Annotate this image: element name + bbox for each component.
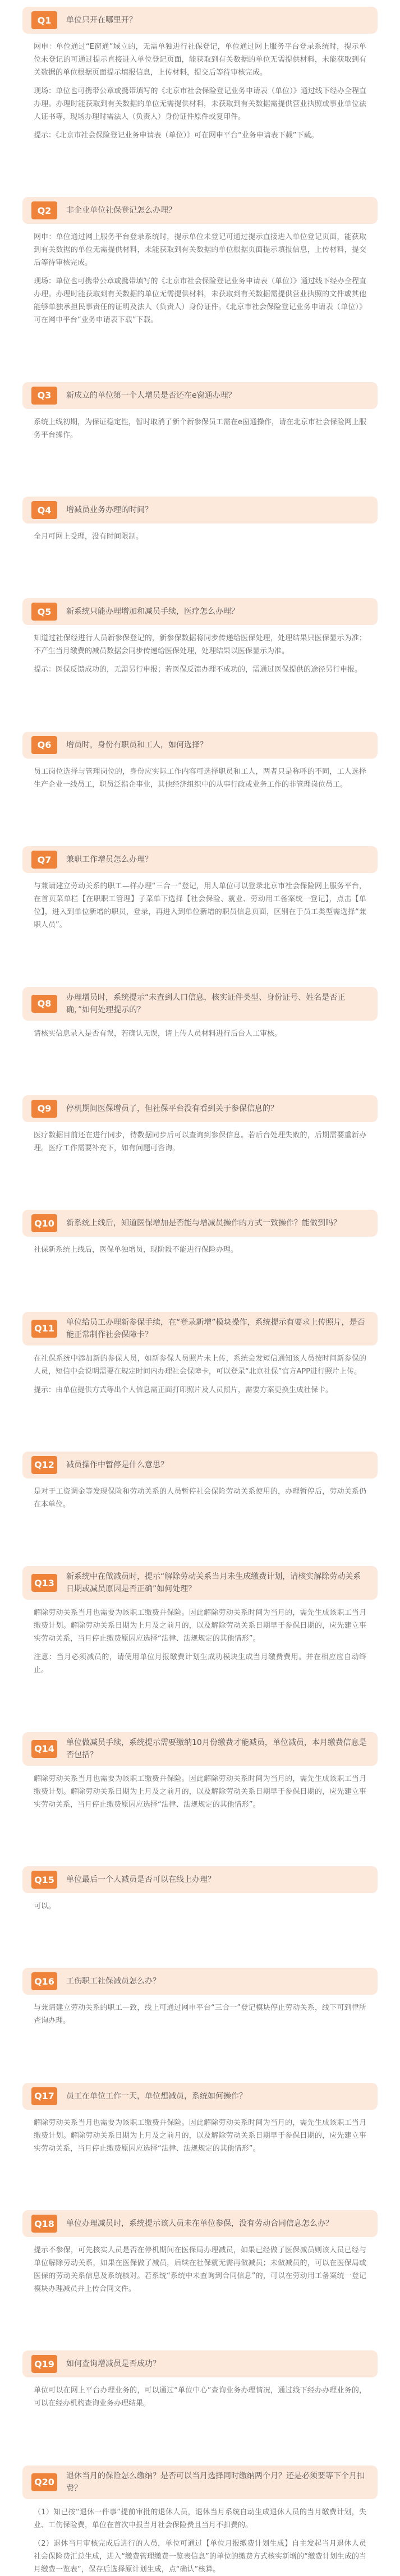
question-bar bbox=[22, 2465, 378, 2499]
answer-paragraph: 提示：由单位提供方式等出个人信息需正面打印照片及人员照片，需要方案更换生成社保卡。 bbox=[34, 1385, 333, 1394]
answer-paragraph: 与兼请建立劳动关系的职工—致，线上可通过网申平台“三合一”登记模块停止劳动关系，线下可到律所查询办理。 bbox=[34, 2004, 366, 2026]
question-bar bbox=[22, 2210, 378, 2237]
answer bbox=[22, 1893, 378, 1913]
answer bbox=[22, 2237, 378, 2295]
question-number-badge: Q20 bbox=[31, 2473, 57, 2491]
answer-paragraph: 提示：《北京市社会保险登记业务申请表（单位）》可在网申平台“业务申请表下载”下载。 bbox=[34, 131, 319, 140]
faq-item bbox=[22, 2350, 378, 2410]
answer bbox=[22, 1237, 378, 1256]
answer-paragraph: 系统上线初期，为保证稳定性，暂时取消了新个新参保员工需在e窗通操作，请在北京市社会保险网上服务平台操作。 bbox=[34, 417, 366, 439]
question-text: 新成立的单位第一个人增员是否还在e窗通办理？ bbox=[66, 391, 236, 400]
question-number-badge: Q13 bbox=[31, 1574, 57, 1592]
answer-paragraph: 网申：单位通过网上服务平台登录系统时，提示单位未登记可通过提示直接进入单位登记页面，能获取到有关数据的单位无需提供材料，未能获取到有关数据的单位根据页面提示填报信息，上传材料，提交后等待审核完成。 bbox=[34, 233, 366, 268]
question-number-badge: Q5 bbox=[31, 603, 57, 621]
question-number-badge: Q8 bbox=[31, 995, 57, 1013]
question-bar bbox=[22, 2083, 378, 2110]
answer bbox=[22, 1122, 378, 1155]
answer-paragraph: 解除劳动关系当月也需要为该职工缴费并保险。因此解除劳动关系时间为当月的，需先生成该职工当月缴费计划。解除劳动关系日期为上月及之前月的，以及解除劳动关系日期早于参保日期的，应先建立事实劳动关系，当月停止缴费原因应选择“法律、法规规定的其他情形”。 bbox=[34, 1609, 366, 1643]
faq-item bbox=[22, 2210, 378, 2295]
answer-paragraph: （1）知已按“退休一件事”提前审批的退休人员，退休当月系统自动生成退休人员的当月缴费计划，失业、工伤保险费，单位在首次申报当月社会保险费且当月不扣费的。 bbox=[34, 2508, 366, 2529]
answer-paragraph: 现场：单位也可携带公章或携带填写的《北京市社会保险登记业务申请表（单位）》通过线下经办全程直办理。办理时能获取到有关数据的单位无需提供材料，未获取到有关数据需提供营业执照或事业单位法人证书等，现场办理时需法人（负责人）身份证件原件或复印件。 bbox=[34, 87, 366, 121]
answer-paragraph: 与兼请建立劳动关系的职工—样办理“三合一”登记，用人单位可以登录北京市社会保险网上服务平台，在首页菜单栏【在职职工管理】子菜单下选择【社会保险、就业、劳动用工备案统一登记】，点击【单位】，进入到单位新增的职员，登录，再进入到单位新增的职员信息页面，区别在于员工类型需选择“兼职人员”。 bbox=[34, 882, 366, 930]
question-text: 停机期间医保增员了，但社保平台没有看到关于参保信息的？ bbox=[66, 1104, 278, 1113]
faq-item bbox=[22, 1452, 378, 1511]
answer-paragraph: （2）退休当月审核完成后进行的人员，单位可通过【单位月报缴费计划生成】自主发起当月退休人员社会保险费汇总生成，进入“缴费管理缴费一览表信息”的单位的缴费方式核实新增的“缴费计划生成的当月缴费一览表”，保存后选择原计划生成，点“确认”核算。 bbox=[34, 2539, 366, 2574]
question-number-badge: Q15 bbox=[31, 1871, 57, 1889]
question-bar bbox=[22, 2350, 378, 2377]
question-text: 工伤职工社保减员怎么办？ bbox=[66, 1977, 160, 1986]
question-bar bbox=[22, 987, 378, 1021]
question-bar bbox=[22, 1968, 378, 1995]
question-bar bbox=[22, 1732, 378, 1766]
question-text: 单位只开在哪里开？ bbox=[66, 16, 137, 25]
question-text: 单位做减员手续，系统提示需要缴纳10月份缴费才能减员，单位减员，本月缴费信息是否包括？ bbox=[66, 1738, 367, 1760]
answer-paragraph: 社保新系统上线后，医保单独增员，现阶段不能进行保险办理。 bbox=[34, 1246, 238, 1255]
faq-item bbox=[22, 1210, 378, 1256]
question-number-badge: Q11 bbox=[31, 1320, 57, 1338]
answer bbox=[22, 1600, 378, 1677]
question-number-badge: Q17 bbox=[31, 2087, 57, 2105]
answer bbox=[22, 524, 378, 543]
faq-item bbox=[22, 497, 378, 543]
answer-paragraph: 知道过社保经进行人员新参保登记的，新参保数据将同步传递给医保处理，处理结果只医保显示为准；不产生当月缴费的减员数据会同步传递给医保处理，处理结果以医保显示为准。 bbox=[34, 634, 366, 656]
question-number-badge: Q2 bbox=[31, 201, 57, 219]
answer bbox=[22, 2377, 378, 2410]
question-text: 单位最后一个人减员是否可以在线上办理？ bbox=[66, 1875, 215, 1885]
question-number-badge: Q4 bbox=[31, 501, 57, 519]
answer bbox=[22, 1021, 378, 1040]
faq-item bbox=[22, 598, 378, 676]
answer-paragraph: 提示不参保，可先核实人员是否在停机期间在医保局办理减员，如果已经做了医保减员则该人员已经与单位解除劳动关系，如果在医保做了减员，后续在社保就无需再做减员；未做减员的，可以在医保局或医保的劳动关系信息及系统核对。若系统“系统中未查询到合同信息”的，可以在劳动用工备案统一登记模块办理减员并上传合同文件。 bbox=[34, 2246, 366, 2294]
answer bbox=[22, 625, 378, 676]
answer bbox=[22, 34, 378, 142]
question-text: 增减员业务办理的时间？ bbox=[66, 506, 153, 515]
question-number-badge: Q10 bbox=[31, 1214, 57, 1232]
answer bbox=[22, 224, 378, 327]
question-text: 如何查询增减员是否成功？ bbox=[66, 2359, 160, 2369]
answer-paragraph: 可以。 bbox=[34, 1902, 56, 1911]
answer bbox=[22, 2499, 378, 2576]
question-number-badge: Q14 bbox=[31, 1740, 57, 1758]
answer bbox=[22, 1346, 378, 1397]
answer bbox=[22, 1995, 378, 2027]
question-text: 新系统中在做减员时，提示“解除劳动关系当月未生成缴费计划，请核实解除劳动关系日期或减员原因是否正确”如何处理？ bbox=[66, 1572, 361, 1594]
faq-item bbox=[22, 1095, 378, 1155]
answer bbox=[22, 873, 378, 931]
answer-paragraph: 单位可以在网上平台办理业务的，可以通过“单位中心”查询业务办理情况，通过线下经办办理业务的，可以在经办机构查询业务办理结果。 bbox=[34, 2386, 366, 2408]
question-text: 增员时，身份有职员和工人，如何选择？ bbox=[66, 740, 208, 750]
question-number-badge: Q9 bbox=[31, 1100, 57, 1118]
answer bbox=[22, 2110, 378, 2155]
question-bar bbox=[22, 1095, 378, 1122]
answer-paragraph: 医疗数据目前还在进行同步，待数据同步后可以查询到参保信息。若后台处理失败的，后期需要重新办理。医疗工作需要补充下，如有问题可咨询。 bbox=[34, 1131, 366, 1152]
question-text: 单位给员工办理新参保手续，在“登录新增”模块操作，系统提示有要求上传照片，是否能正常制作社会保障卡？ bbox=[66, 1317, 365, 1339]
faq-item bbox=[22, 382, 378, 442]
question-bar bbox=[22, 1452, 378, 1478]
faq-item bbox=[22, 1566, 378, 1677]
faq-item bbox=[22, 987, 378, 1040]
question-bar bbox=[22, 497, 378, 524]
question-text: 办理增员时，系统提示“未查到人口信息，核实证件类型、身份证号、姓名是否正确，”如何处理提示的？ bbox=[66, 993, 346, 1014]
question-bar bbox=[22, 1566, 378, 1600]
answer bbox=[22, 1478, 378, 1511]
answer-paragraph: 注意：当月必须减员的，请使用单位月报缴费计划生成功模块生成当月缴费费用。并在相应应自动终止。 bbox=[34, 1653, 366, 1675]
question-text: 单位办理减员时，系统提示该人员未在单位参保，没有劳动合同信息怎么办？ bbox=[66, 2219, 333, 2229]
answer-paragraph: 请核实信息录入是否有误，若确认无误，请上传人员材料进行后台人工审核。 bbox=[34, 1029, 282, 1038]
faq-item bbox=[22, 732, 378, 791]
question-bar bbox=[22, 1210, 378, 1237]
question-bar bbox=[22, 846, 378, 873]
question-bar bbox=[22, 197, 378, 224]
faq-item bbox=[22, 1968, 378, 2027]
question-number-badge: Q1 bbox=[31, 11, 57, 29]
question-bar bbox=[22, 1312, 378, 1346]
question-text: 减员操作中暂停是什么意思？ bbox=[66, 1460, 168, 1470]
question-text: 新系统只能办理增加和减员手续，医疗怎么办理？ bbox=[66, 607, 239, 617]
question-bar bbox=[22, 598, 378, 625]
faq-item bbox=[22, 1866, 378, 1913]
answer-paragraph: 在社保系统中添加新的参保人员，如新参保人员照片未上传，系统会发短信通知该人员按时间新参保的人员，短信中会说明需要在规定时间内办理社会保障卡，可以登录“北京社保”官方APP进行照片上传。 bbox=[34, 1354, 366, 1376]
question-number-badge: Q19 bbox=[31, 2355, 57, 2373]
answer-paragraph: 解除劳动关系当月也需要为该职工缴费并保险。因此解除劳动关系时间为当月的，需先生成该职工当月缴费计划。解除劳动关系日期为上月及之前月的，以及解除劳动关系日期早于参保日期的，应先建立事实劳动关系，当月停止缴费原因应选择“法律、法规规定的其他情形”。 bbox=[34, 1774, 366, 1809]
faq-item bbox=[22, 1732, 378, 1811]
question-text: 新系统上线后，知道医保增加是否能与增减员操作的方式一致操作？能做到吗？ bbox=[66, 1219, 341, 1228]
answer-paragraph: 提示：医保反馈成功的，无需另行申报；若医保反馈办理不成功的，需通过医保提供的途径另行申报。 bbox=[34, 665, 362, 674]
question-number-badge: Q16 bbox=[31, 1972, 57, 1990]
faq-item bbox=[22, 7, 378, 142]
question-number-badge: Q18 bbox=[31, 2215, 57, 2233]
question-number-badge: Q12 bbox=[31, 1456, 57, 1474]
question-text: 非企业单位社保登记怎么办理？ bbox=[66, 206, 176, 215]
answer-paragraph: 网申：单位通过“E窗通”域立的，无需单独进行社保登记，单位通过网上服务平台登录系统时，提示单位未登记的可通过提示直接进入单位登记页面，能获取到有关数据的单位无需提供材料，未能获取到有关数据的单位根据页面提示填报信息，上传材料，提交后等待审核完成。 bbox=[34, 43, 366, 77]
question-text: 员工在单位工作一天，单位想减员，系统如何操作？ bbox=[66, 2091, 247, 2101]
question-bar bbox=[22, 382, 378, 409]
question-bar bbox=[22, 7, 378, 34]
question-text: 退休当月的保险怎么缴纳？是否可以当月选择同时缴纳两个月？还是必须要等下个月扣费？ bbox=[66, 2471, 365, 2493]
answer-paragraph: 是对于工资调金等发现保险和劳动关系的人员暂停社会保险劳动关系使用的，办理暂停后，劳动关系仍在本单位。 bbox=[34, 1487, 366, 1509]
faq-item bbox=[22, 2083, 378, 2155]
question-number-badge: Q7 bbox=[31, 851, 57, 869]
answer-paragraph: 员工岗位选择与管理岗位的，身份应实际工作内容可选择职员和工人，两者只是称呼的不同，工人选择生产企业一线员工，职员泛指企事业，其他经济组织中的从事行政或业务工作的非管理岗位员工。 bbox=[34, 767, 366, 789]
answer bbox=[22, 1766, 378, 1811]
question-number-badge: Q3 bbox=[31, 387, 57, 405]
faq-item bbox=[22, 2465, 378, 2576]
answer-paragraph: 全月可网上受理，没有时间限制。 bbox=[34, 532, 144, 541]
question-bar bbox=[22, 1866, 378, 1893]
answer-paragraph: 解除劳动关系当月也需要为该职工缴费并保险。因此解除劳动关系时间为当月的，需先生成该职工当月缴费计划。解除劳动关系日期为上月及之前月的，以及解除劳动关系日期早于参保日期的，应先建立事实劳动关系，当月停止缴费原因应选择“法律、法规规定的其他情形”。 bbox=[34, 2118, 366, 2153]
faq-item bbox=[22, 1312, 378, 1397]
faq-item bbox=[22, 197, 378, 327]
question-number-badge: Q6 bbox=[31, 736, 57, 754]
answer bbox=[22, 409, 378, 442]
faq-item bbox=[22, 846, 378, 931]
answer-paragraph: 现场：单位也可携带公章或携带填写的《北京市社会保险登记业务申请表（单位）》通过线下经办全程直办理。办理时能获取到有关数据的单位无需提供材料，未获取到有关数据需提供营业执照的文件或其他能够单独承担民事责任的证明及法人（负责人）身份证件。《北京市社会保险登记业务申请表（单位）》可在网申平台“业务申请表下载”下载。 bbox=[34, 277, 366, 325]
answer bbox=[22, 759, 378, 791]
question-bar bbox=[22, 732, 378, 759]
question-text: 兼职工作增员怎么办理？ bbox=[66, 855, 153, 865]
